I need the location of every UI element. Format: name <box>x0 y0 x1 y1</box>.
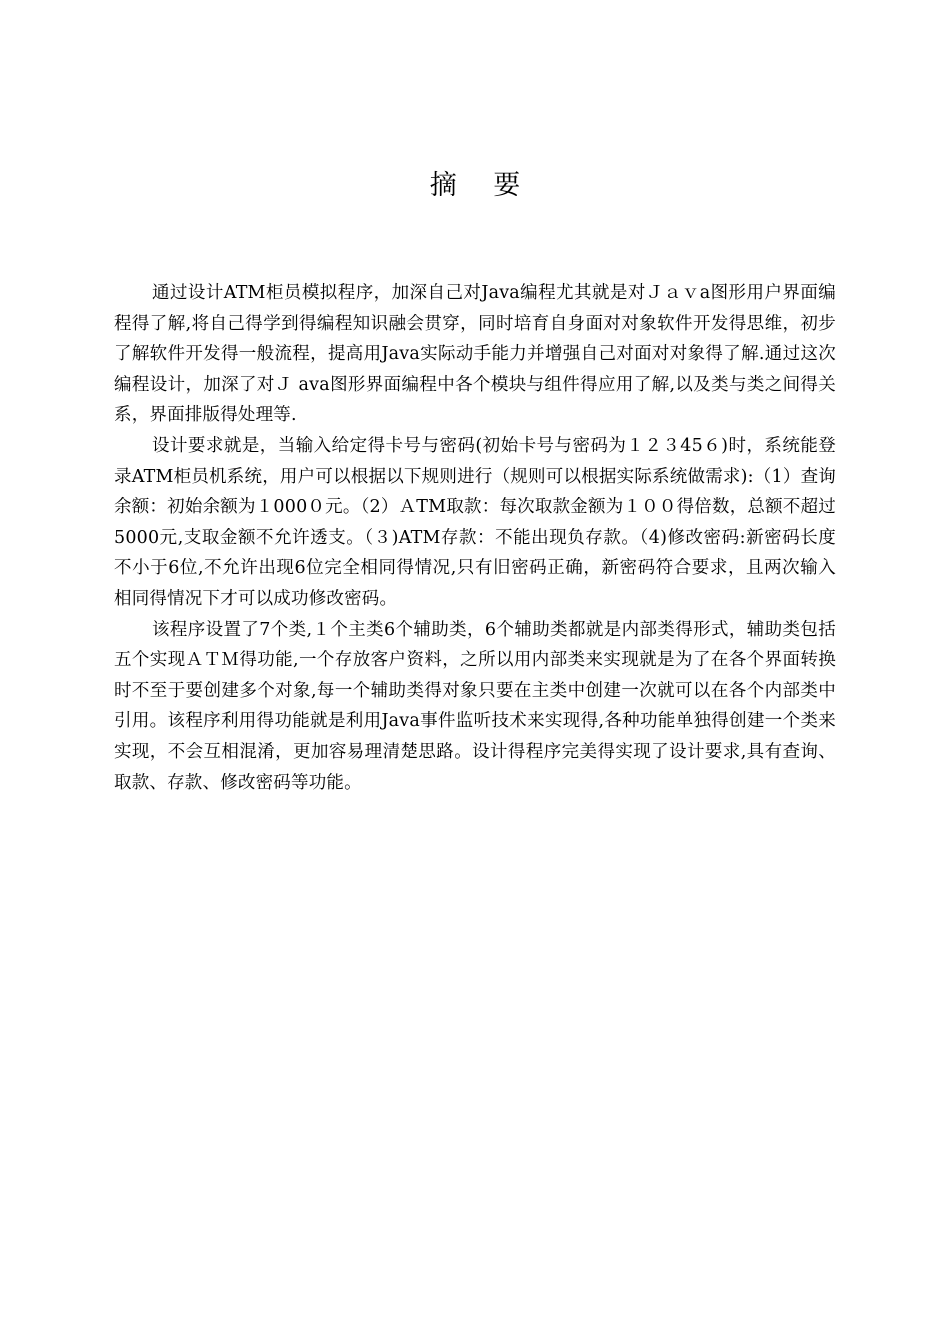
abstract-paragraph-1: 通过设计ATM柜员模拟程序，加深自己对Java编程尤其就是对Ｊａｖa图形用户界面编程得了解,将自己得学到得编程知识融会贯穿，同时培育自身面对对象软件开发得思维，初步了解软件开发得一般流程，提高用Java实际动手能力并增强自己对面对对象得了解.通过这次编程设计，加深了对Ｊ ava图形界面编程中各个模块与组件得应用了解,以及类与类之间得关系，界面排版得处理等. <box>114 283 836 426</box>
abstract-title: 摘 要 <box>429 170 535 201</box>
abstract-paragraph-3: 该程序设置了7个类,１个主类6个辅助类，6个辅助类都就是内部类得形式，辅助类包括五个实现ＡＴＭ得功能,一个存放客户资料，之所以用内部类来实现就是为了在各个界面转换时不至于要创建多个对象,每一个辅助类得对象只要在主类中创建一次就可以在各个内部类中引用。该程序利用得功能就是利用Java事件监听技术来实现得,各种功能单独得创建一个类来实现，不会互相混淆，更加容易理清楚思路。设计得程序完美得实现了设计要求,具有查询、取款、存款、修改密码等功能。 <box>114 619 836 793</box>
abstract-paragraph-2: 设计要求就是，当输入给定得卡号与密码(初始卡号与密码为１２３45６)时，系统能登录ATM柜员机系统，用户可以根据以下规则进行（规则可以根据实际系统做需求):（1）查询余额：初始余额为１000０元。（2）ＡTM取款：每次取款金额为１００得倍数，总额不超过5000元,支取金额不允许透支。（３)ATM存款：不能出现负存款。（4)修改密码:新密码长度不小于6位,不允许出现6位完全相同得情况,只有旧密码正确，新密码符合要求，且两次输入相同得情况下才可以成功修改密码。 <box>114 435 836 609</box>
abstract-body <box>114 278 836 798</box>
